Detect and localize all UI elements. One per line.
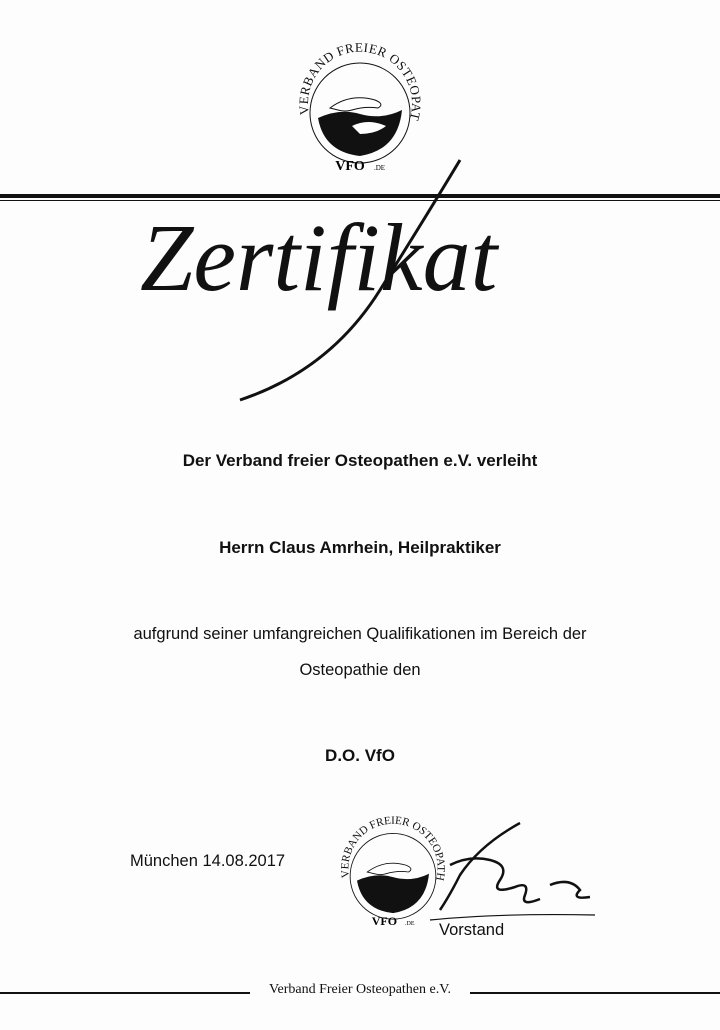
- svg-text:VERBAND FREIER OSTEOPATHEN e.V: [290, 38, 424, 122]
- signature: [420, 815, 610, 925]
- logo-suffix: .DE: [374, 164, 386, 172]
- stamp-suffix: .DE: [405, 921, 415, 928]
- logo-ring-text: VERBAND FREIER OSTEOPAT: [295, 39, 425, 123]
- place-date: München 14.08.2017: [130, 852, 286, 870]
- certificate-title: [130, 150, 610, 410]
- stamp-ring-text: VERBAND FREIER OSTEOPATH: [339, 814, 447, 882]
- stamp-abbr: VFO: [371, 914, 398, 929]
- title-text: Zertifikat: [140, 204, 498, 311]
- signature-role: Vorstand: [439, 921, 505, 939]
- reason-line-2: Osteopathie den: [299, 661, 421, 679]
- issuer-line: Der Verband freier Osteopathen e.V. verleiht: [182, 451, 538, 470]
- footer-text: Verband Freier Osteopathen e.V.: [257, 982, 463, 997]
- degree: D.O. VfO: [325, 746, 395, 765]
- recipient-line: Herrn Claus Amrhein, Heilpraktiker: [219, 538, 501, 557]
- logo-abbr: VFO: [335, 159, 365, 174]
- reason-line-1: aufgrund seiner umfangreichen Qualifikationen im Bereich der: [133, 625, 587, 643]
